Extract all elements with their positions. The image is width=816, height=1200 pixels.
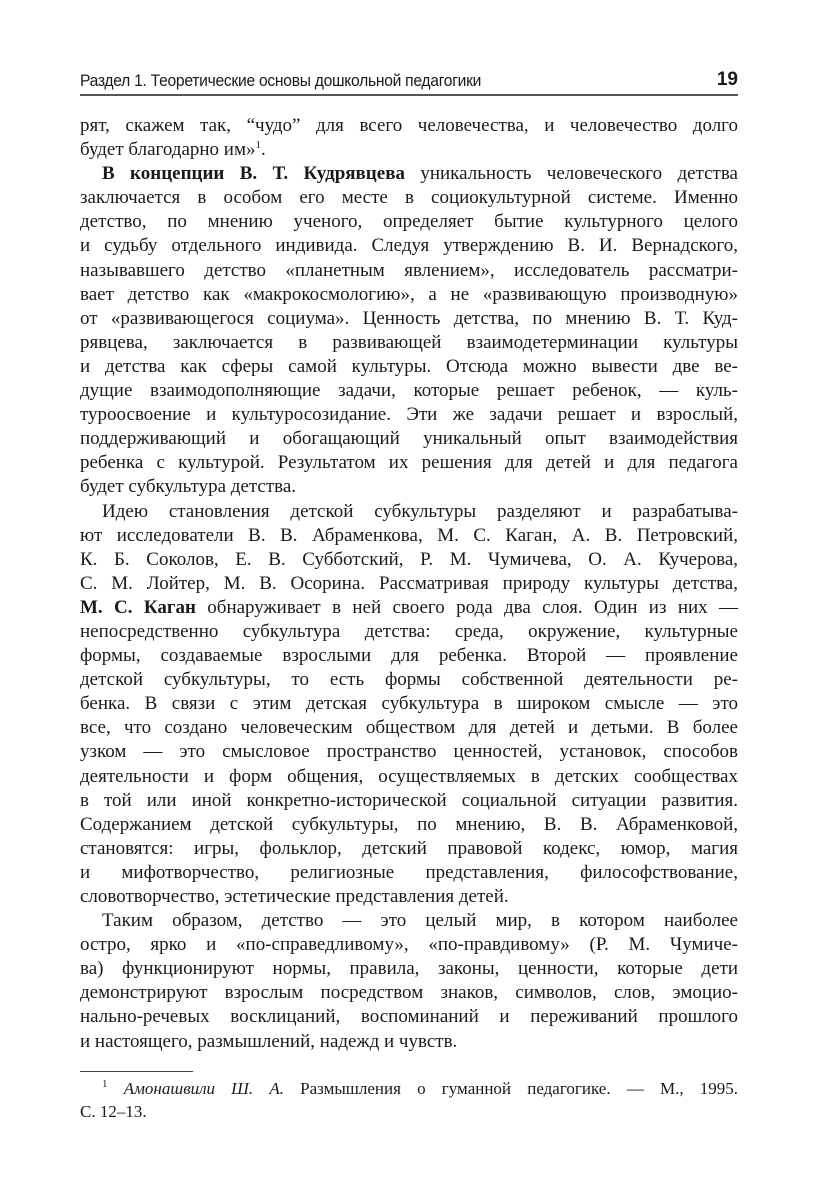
line-text: ва) функционируют нормы, правила, законы, ценности, которые дети <box>80 958 738 980</box>
footnote-author: Амонашвили Ш. А. <box>123 1079 284 1098</box>
line-text: С. М. Лойтер, М. В. Осорина. Рассматривая природу культуры детства, <box>80 572 738 594</box>
line-text: называвшего детство «планетным явлением», исследователь рассматри- <box>80 259 738 281</box>
footnote-text: Размышления о гуманной педагогике. — М., 1995. <box>283 1079 738 1098</box>
text-line <box>80 307 738 331</box>
line-text: формы, создаваемые взрослыми для ребенка. Второй — проявление <box>80 645 738 667</box>
line-text: все, что создано человеческим обществом для детей и детьми. В более <box>80 717 738 739</box>
line-text: К. Б. Соколов, Е. В. Субботский, Р. М. Чумичева, О. А. Кучерова, <box>80 548 738 570</box>
line-text: детство, по мнению ученого, определяет бытие культурного целого <box>80 211 738 233</box>
text-line <box>80 885 738 909</box>
line-text: Таким образом, детство — это целый мир, в котором наиболее <box>102 910 738 932</box>
running-header <box>80 62 738 96</box>
footnote-marker: 1 <box>102 1078 108 1090</box>
line-text: и настоящего, размышлений, надежд и чувств. <box>80 1030 458 1052</box>
footnote-divider <box>80 1071 193 1072</box>
text-line <box>80 981 738 1005</box>
line-text: поддерживающий и обогащающий уникальный опыт взаимодействия <box>80 428 738 450</box>
text-line <box>80 451 738 475</box>
line-text: ребенка с культурой. Результатом их решения для детей и для педагога <box>80 452 738 474</box>
text-line <box>80 186 738 210</box>
paragraph <box>80 114 738 162</box>
text-line <box>80 740 738 764</box>
text-line <box>80 259 738 283</box>
line-text: непосредственно субкультура детства: среда, окружение, культурные <box>80 620 738 642</box>
text-line <box>80 692 738 716</box>
line-text: узком — это смысловое пространство ценностей, установок, способов <box>80 741 738 763</box>
text-line <box>80 114 738 138</box>
bold-name: В концепции В. Т. Кудрявцева <box>102 163 405 185</box>
line-text: остро, ярко и «по-справедливому», «по-правдивому» (Р. М. Чумиче- <box>80 934 738 956</box>
line-text: будет субкультура детства. <box>80 476 297 498</box>
text-line <box>80 620 738 644</box>
line-text: . <box>261 139 266 161</box>
text-line <box>80 283 738 307</box>
line-text: детской субкультуры, то есть формы собственной деятельности ре- <box>80 669 738 691</box>
line-text: становятся: игры, фольклор, детский правовой кодекс, юмор, магия <box>80 837 738 859</box>
main-text <box>80 114 738 1054</box>
line-text: демонстрируют взрослым посредством знаков, символов, слов, эмоцио- <box>80 982 738 1004</box>
text-line <box>80 909 738 933</box>
line-text: туроосвоение и культуросозидание. Эти же задачи решает и взрослый, <box>80 404 738 426</box>
line-text: словотворчество, эстетические представления детей. <box>80 886 509 907</box>
footnote-reference[interactable]: 1 <box>255 139 261 152</box>
text-line <box>80 668 738 692</box>
text-line <box>80 933 738 957</box>
footnote <box>80 1077 738 1123</box>
paragraph <box>80 500 738 910</box>
line-text: от «развивающегося социума». Ценность детства, по мнению В. Т. Куд- <box>80 307 738 329</box>
line-text: нально-речевых восклицаний, воспоминаний и переживаний прошлого <box>80 1006 738 1028</box>
text-line <box>80 644 738 668</box>
line-text: и мифотворчество, религиозные представления, философствование, <box>80 861 738 883</box>
line-text: вает детство как «макрокосмологию», а не «развивающую производную» <box>80 283 738 305</box>
text-line <box>80 1005 738 1029</box>
text-line <box>80 162 738 186</box>
text-line <box>80 548 738 572</box>
section-title: Раздел 1. Теоретические основы дошкольной педагогики <box>80 71 482 90</box>
text-line <box>80 789 738 813</box>
line-text: деятельности и форм общения, осуществляемых в детских сообществах <box>80 765 738 787</box>
text-line <box>80 475 738 499</box>
line-text: дущие взаимодополняющие задачи, которые решает ребенок, — куль- <box>80 380 738 402</box>
line-text: рявцева, заключается в развивающей взаимодетерминации культуры <box>80 331 738 353</box>
line-text: будет благодарно им» <box>80 139 256 161</box>
paragraph <box>80 162 738 499</box>
text-line <box>80 813 738 837</box>
line-text: обнаруживает в ней своего рода два слоя. Один из них — <box>195 596 738 618</box>
text-line <box>80 596 738 620</box>
text-line <box>80 403 738 427</box>
line-text: уникальность человеческого детства <box>404 163 738 185</box>
paragraph <box>80 909 738 1054</box>
footnote-continuation: С. 12–13. <box>80 1102 147 1121</box>
text-line <box>80 1030 738 1054</box>
line-text: Идею становления детской субкультуры разделяют и разрабатыва- <box>102 500 738 522</box>
text-line <box>80 138 738 162</box>
text-line <box>80 957 738 981</box>
text-line <box>80 837 738 861</box>
text-line <box>80 427 738 451</box>
line-text: в той или иной конкретно-исторической социальной ситуации развития. <box>80 789 738 811</box>
text-line <box>80 500 738 524</box>
line-text: бенка. В связи с этим детская субкультура в широком смысле — это <box>80 693 738 715</box>
text-line <box>80 524 738 548</box>
text-line <box>80 572 738 596</box>
text-line <box>80 355 738 379</box>
text-line <box>80 765 738 789</box>
line-text: Содержанием детской субкультуры, по мнению, В. В. Абраменковой, <box>80 813 738 835</box>
text-line <box>80 234 738 258</box>
text-line <box>80 716 738 740</box>
bold-name: М. С. Каган <box>80 596 196 618</box>
line-text: ют исследователи В. В. Абраменкова, М. С. Каган, А. В. Петровский, <box>80 524 738 546</box>
text-line <box>80 379 738 403</box>
line-text: заключается в особом его месте в социокультурной системе. Именно <box>80 187 738 209</box>
line-text: и судьбу отдельного индивида. Следуя утверждению В. И. Вернадского, <box>80 235 738 257</box>
line-text: рят, скажем так, “чудо” для всего человечества, и человечество долго <box>80 115 738 136</box>
text-line <box>80 861 738 885</box>
line-text: и детства как сферы самой культуры. Отсюда можно вывести две ве- <box>80 355 738 377</box>
text-line <box>80 210 738 234</box>
text-line <box>80 331 738 355</box>
page-number: 19 <box>716 69 738 90</box>
